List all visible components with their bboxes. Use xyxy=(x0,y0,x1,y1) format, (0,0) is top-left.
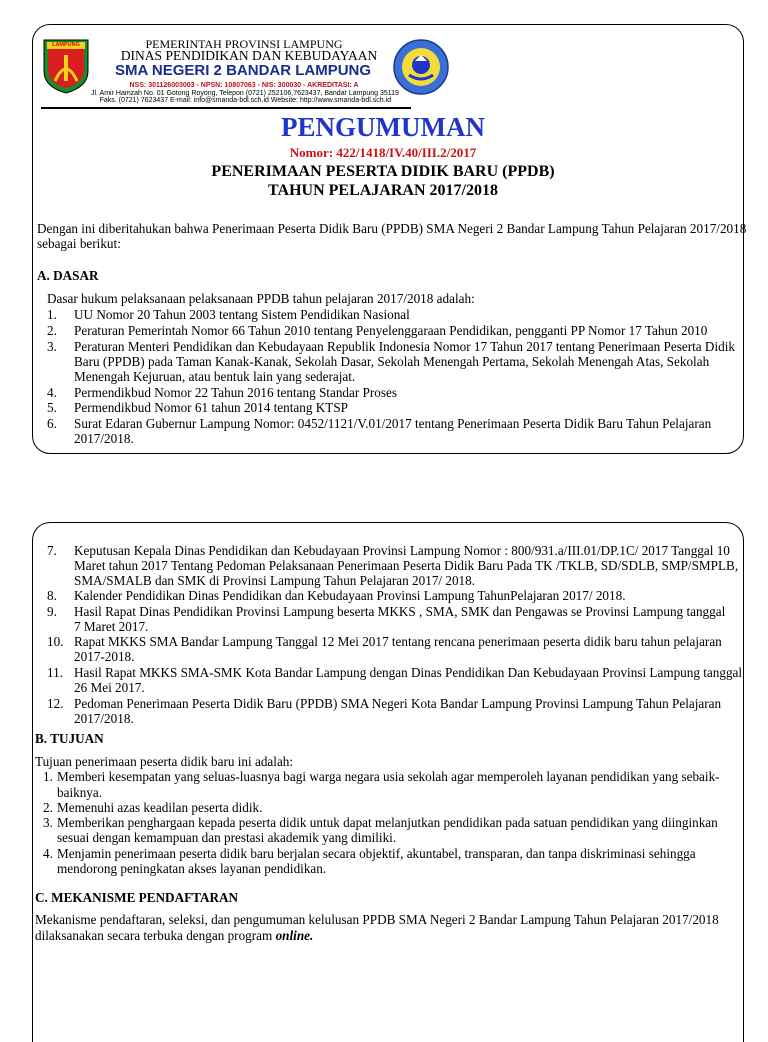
list-item: Peraturan Pemerintah Nomor 66 Tahun 2010 tentang Penyelenggaraan Pendidikan, pengganti PP Nomor 17 Tahun 2010 xyxy=(74,323,708,338)
document-page-2 xyxy=(32,522,744,1042)
intro-line-2: sebagai berikut: xyxy=(37,236,121,251)
section-a-intro: Dasar hukum pelaksanaan pelaksanaan PPDB tahun pelajaran 2017/2018 adalah: xyxy=(47,291,475,306)
list-number: 4. xyxy=(47,385,57,400)
list-item-continued: 7 Maret 2017. xyxy=(74,619,149,634)
list-item-continued: 26 Mei 2017. xyxy=(74,680,145,695)
list-number: 1. xyxy=(43,769,53,784)
section-b-intro: Tujuan penerimaan peserta didik baru ini adalah: xyxy=(35,754,294,769)
intro-line-1: Dengan ini diberitahukan bahwa Penerimaan Peserta Didik Baru (PPDB) SMA Negeri 2 Bandar Lampung Tahun Pelajaran 2017/2018 xyxy=(37,221,747,236)
list-number: 5. xyxy=(47,400,57,415)
letterhead-contact: Faks. (0721) 7623437 E-mail: info@smanda-bdl.sch.id Website: http://www.smanda-bdl.sch.id xyxy=(99,97,391,104)
list-number: 4. xyxy=(43,846,53,861)
list-item: Surat Edaran Gubernur Lampung Nomor: 0452/1121/V.01/2017 tentang Penerimaan Peserta Didik Baru Tahun Pelajaran xyxy=(74,416,712,431)
list-number: 8. xyxy=(47,588,57,603)
list-item-continued: 2017/2018. xyxy=(74,711,134,726)
list-item-continued: 2017/2018. xyxy=(74,431,134,446)
online-emphasis: online. xyxy=(275,928,314,943)
list-item-continued: 2017-2018. xyxy=(74,649,135,664)
list-item: Memberikan penghargaan kepada peserta didik untuk dapat melanjutkan pendidikan pada satuan pendidikan yang diinginkan xyxy=(57,815,718,830)
list-number: 10. xyxy=(47,634,64,649)
list-number: 7. xyxy=(47,543,57,558)
letterhead-address: Jl. Amir Hamzah No. 01 Gotong Royong, Telepon (0721) 252106,7623437, Bandar Lampung 35119 xyxy=(91,90,399,97)
list-item: Pedoman Penerimaan Peserta Didik Baru (PPDB) SMA Negeri Kota Bandar Lampung Provinsi Lampung Tahun Pelajaran xyxy=(74,696,722,711)
list-item: Rapat MKKS SMA Bandar Lampung Tanggal 12 Mei 2017 tentang rencana penerimaan peserta didik baru tahun pelajaran xyxy=(74,634,722,649)
list-number: 3. xyxy=(43,815,53,830)
list-item: Menjamin penerimaan peserta didik baru berjalan secara objektif, akuntabel, transparan, dan tanpa diskriminasi sehingga xyxy=(57,846,696,861)
section-a-heading: A. DASAR xyxy=(37,268,99,283)
announcement-number: Nomor: 422/1418/IV.40/III.2/2017 xyxy=(289,145,477,160)
announcement-title: PENGUMUMAN xyxy=(281,112,485,142)
list-number: 9. xyxy=(47,604,57,619)
announcement-subtitle-1: PENERIMAAN PESERTA DIDIK BARU (PPDB) xyxy=(211,163,555,180)
section-c-heading: C. MEKANISME PENDAFTARAN xyxy=(35,890,239,905)
list-item: Kalender Pendidikan Dinas Pendidikan dan Kebudayaan Provinsi Lampung TahunPelajaran 2017/ 2018. xyxy=(74,588,626,603)
document-page-1 xyxy=(32,24,747,454)
list-number: 2. xyxy=(43,800,53,815)
section-b-heading: B. TUJUAN xyxy=(35,731,104,746)
letterhead-government: PEMERINTAH PROVINSI LAMPUNG xyxy=(145,37,343,51)
list-number: 12. xyxy=(47,696,64,711)
lampung-emblem-logo xyxy=(41,37,91,95)
section-c-line-2-text: dilaksanakan secara terbuka dengan program xyxy=(35,928,276,943)
section-c-line-1: Mekanisme pendaftaran, seleksi, dan pengumuman kelulusan PPDB SMA Negeri 2 Bandar Lampung Tahun Pelajaran 2017/2018 xyxy=(35,912,719,927)
list-item-continued: Baru (PPDB) pada Taman Kanak-Kanak, Sekolah Dasar, Sekolah Menengah Pertama, Sekolah Menengah Atas, Sekolah xyxy=(74,354,710,369)
announcement-subtitle-2: TAHUN PELAJARAN 2017/2018 xyxy=(268,182,498,199)
list-item: Keputusan Kepala Dinas Pendidikan dan Kebudayaan Provinsi Lampung Nomor : 800/931.a/III.01/DP.1C/ 2017 Tanggal 10 xyxy=(74,543,730,558)
list-item-continued: Menengah Kejuruan, atau bentuk lain yang sederajat. xyxy=(74,369,356,384)
list-number: 2. xyxy=(47,323,57,338)
list-item-continued: sesuai dengan kemampuan dan prestasi akademik yang dimiliki. xyxy=(57,830,397,845)
section-c-line-2 xyxy=(35,928,313,943)
list-item: Peraturan Menteri Pendidikan dan Kebudayaan Republik Indonesia Nomor 17 Tahun 2017 tentang Penerimaan Peserta Didik xyxy=(74,339,735,354)
list-item-continued: SMA/SMALB dan SMK di Provinsi Lampung Tahun Pelajaran 2017/ 2018. xyxy=(74,573,476,588)
list-item: Memberi kesempatan yang seluas-luasnya bagi warga negara usia sekolah agar memperoleh layanan pendidikan yang sebaik- xyxy=(57,769,720,784)
list-item: Hasil Rapat MKKS SMA-SMK Kota Bandar Lampung dengan Dinas Pendidikan Dan Kebudayaan Provinsi Lampung tanggal xyxy=(74,665,743,680)
letterhead-department: DINAS PENDIDIKAN DAN KEBUDAYAAN xyxy=(120,48,378,63)
list-item: Hasil Rapat Dinas Pendidikan Provinsi Lampung beserta MKKS , SMA, SMK dan Pengawas se Provinsi Lampung tanggal xyxy=(74,604,726,619)
letterhead-divider xyxy=(41,107,411,109)
letterhead-school-ids: NSS: 301126003003 - NPSN: 10807063 - NIS: 300030 - AKREDITASI: A xyxy=(129,82,359,89)
list-number: 1. xyxy=(47,307,57,322)
list-item: Memenuhi azas keadilan peserta didik. xyxy=(57,800,263,815)
list-item: UU Nomor 20 Tahun 2003 tentang Sistem Pendidikan Nasional xyxy=(74,307,410,322)
list-number: 6. xyxy=(47,416,57,431)
list-number: 3. xyxy=(47,339,57,354)
list-item-continued: Maret tahun 2017 Tentang Pedoman Pelaksanaan Penerimaan Peserta Didik Baru Pada TK /TKLB, SD/SDLB, SMP/SMPLB, xyxy=(74,558,739,573)
letterhead-school-name: SMA NEGERI 2 BANDAR LAMPUNG xyxy=(114,62,372,79)
list-item: Permendikbud Nomor 22 Tahun 2016 tentang Standar Proses xyxy=(74,385,397,400)
list-number: 11. xyxy=(47,665,63,680)
list-item: Permendikbud Nomor 61 tahun 2014 tentang KTSP xyxy=(74,400,348,415)
list-item-continued: mendorong peningkatan akses layanan pendidikan. xyxy=(57,861,327,876)
lampung-logo-label: LAMPUNG xyxy=(52,42,80,48)
school-emblem-logo xyxy=(393,39,449,95)
list-item-continued: baiknya. xyxy=(57,785,103,800)
